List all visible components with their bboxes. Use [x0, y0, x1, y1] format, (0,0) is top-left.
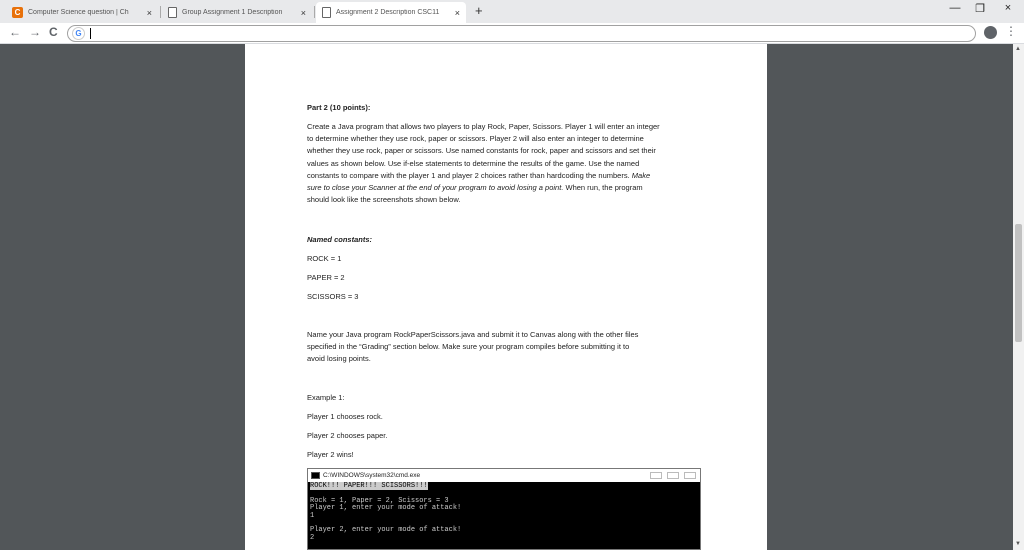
console-title: C:\WINDOWS\system32\cmd.exe — [323, 472, 421, 479]
document-page — [245, 44, 767, 550]
window-close-button[interactable]: × — [1004, 2, 1012, 14]
scroll-up-icon[interactable]: ▲ — [1015, 46, 1021, 52]
submit-line: avoid losing points. — [307, 354, 371, 364]
constant-rock: ROCK = 1 — [307, 254, 342, 263]
intro-line: to determine whether they use rock, paper or scissors. Player 2 will also enter an integer to determine — [307, 134, 644, 144]
console-line: 1 — [310, 511, 315, 520]
intro-italic-text: Make — [631, 170, 651, 180]
console-line: 2 — [310, 533, 315, 542]
console-icon — [311, 472, 320, 479]
reload-button[interactable]: C — [49, 25, 58, 39]
intro-line — [307, 170, 717, 182]
intro-line: should look like the screenshots shown below. — [307, 195, 461, 205]
example-line: Player 1 chooses rock. — [307, 412, 383, 421]
tab-assignment-2[interactable] — [316, 2, 466, 23]
scroll-down-icon[interactable]: ▼ — [1015, 541, 1021, 547]
submit-paragraph — [307, 329, 717, 366]
forward-button[interactable]: → — [29, 25, 41, 39]
tab-label: Assignment 2 Description CSC11 — [336, 9, 440, 16]
constants-heading: Named constants: — [307, 235, 373, 244]
tab-group-assignment[interactable] — [162, 2, 312, 23]
part-heading: Part 2 (10 points): — [307, 103, 371, 112]
console-line: Rock = 1, Paper = 2, Scissors = 3 — [310, 496, 449, 505]
back-button[interactable]: ← — [9, 25, 21, 39]
minimize-button[interactable]: — — [949, 2, 961, 14]
tab-divider — [314, 6, 315, 18]
google-icon: G — [72, 27, 85, 40]
tab-label: Group Assignment 1 Description — [182, 9, 283, 16]
intro-italic-text: sure to close your Scanner at the end of your program to avoid losing a point. — [307, 183, 564, 193]
example-title: Example 1: — [307, 393, 345, 402]
tab-label: Computer Science question | Ch — [28, 9, 129, 16]
submit-line: specified in the “Grading” section below. Make sure your program compiles before submitting it to — [307, 342, 630, 352]
intro-line — [307, 182, 717, 194]
intro-text: When run, the program — [565, 183, 643, 193]
document-icon — [322, 7, 331, 18]
tab-chegg[interactable] — [6, 2, 158, 23]
chegg-favicon-icon: C — [12, 7, 23, 18]
console-output — [308, 482, 700, 543]
console-banner: ROCK!!! PAPER!!! SCISSORS!!! — [310, 482, 428, 490]
example-line: Player 2 wins! — [307, 450, 354, 459]
document-icon — [168, 7, 177, 18]
address-bar[interactable] — [67, 25, 976, 42]
intro-paragraph — [307, 121, 717, 206]
console-titlebar — [308, 469, 700, 482]
text-cursor — [90, 28, 91, 39]
tab-divider — [160, 6, 161, 18]
intro-text: constants to compare with the player 1 and player 2 choices rather than hardcoding the numbers. — [307, 170, 630, 180]
intro-line: whether they use rock, paper or scissors. Use named constants for rock, paper and scissors and set their — [307, 146, 656, 156]
console-line: Player 1, enter your mode of attack! — [310, 504, 462, 513]
console-screenshot — [307, 468, 701, 550]
restore-button[interactable]: ❐ — [975, 3, 985, 15]
page-scrollbar[interactable] — [1013, 44, 1024, 550]
intro-line: values as shown below. Use if-else statements to determine the results of the game. Use the named — [307, 158, 640, 168]
close-icon[interactable]: × — [454, 7, 460, 18]
new-tab-button[interactable]: + — [475, 3, 483, 18]
intro-line: Create a Java program that allows two players to play Rock, Paper, Scissors. Player 1 will enter an integer — [307, 122, 660, 131]
close-icon[interactable]: × — [146, 7, 152, 18]
menu-icon[interactable]: ⋮ — [1005, 24, 1017, 38]
constant-paper: PAPER = 2 — [307, 273, 345, 282]
constant-scissors: SCISSORS = 3 — [307, 292, 359, 301]
tab-strip — [0, 0, 1024, 23]
submit-line: Name your Java program RockPaperScissors.java and submit it to Canvas along with the other files — [307, 330, 639, 339]
console-window-controls — [650, 472, 696, 479]
console-line: Player 2, enter your mode of attack! — [310, 526, 462, 535]
close-icon[interactable]: × — [300, 7, 306, 18]
scroll-thumb[interactable] — [1015, 224, 1022, 342]
profile-avatar[interactable] — [984, 26, 997, 39]
example-line: Player 2 chooses paper. — [307, 431, 388, 440]
browser-toolbar — [0, 23, 1024, 44]
